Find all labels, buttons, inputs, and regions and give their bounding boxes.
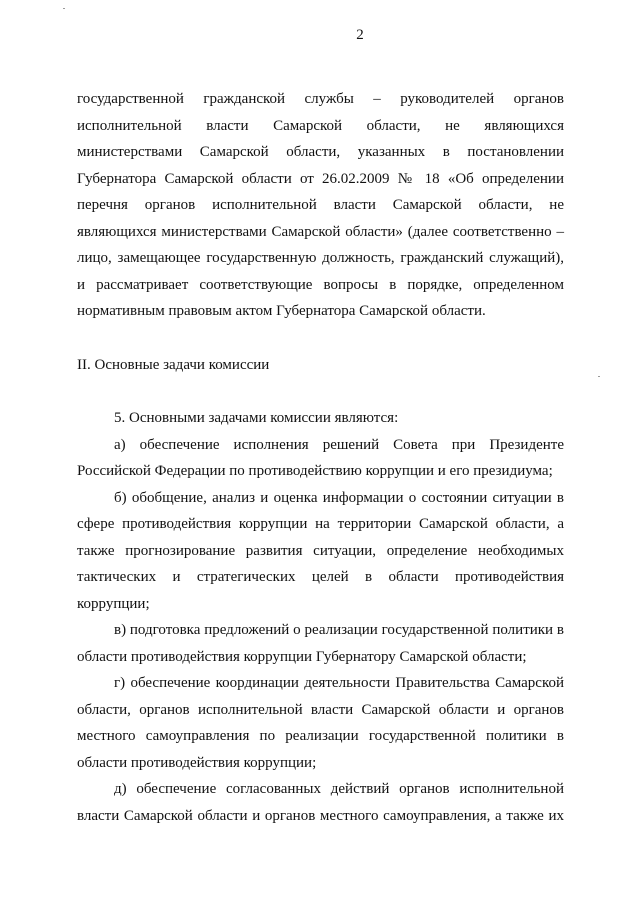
scan-speck	[598, 376, 600, 377]
paragraph-5d: д) обеспечение согласованных действий органов исполнительной власти Самарской области и органов местного самоуправления, а также их	[77, 781, 564, 824]
paragraph-intro: государственной гражданской службы – руководителей органов исполнительной власти Самарской области, не являющихся министерствами Самарской области, указанных в постановлении Губернатора Самарской области от 26.02.2009 № 18 «Об определении перечня органов исполнительной власти Самарской области, не являющихся министерствами Самарской области» (далее соответственно – лицо, замещающее государственную должность, гражданский служащий), и рассматривает соответствующие вопросы в порядке, определенном нормативным правовым актом Губернатора Самарской области.	[77, 91, 564, 319]
paragraph-5a: а) обеспечение исполнения решений Совета при Президенте Российской Федерации по противодействию коррупции и его президиума;	[77, 436, 564, 479]
section-heading: II. Основные задачи комиссии	[77, 356, 270, 373]
paragraph-5v: в) подготовка предложений о реализации государственной политики в области противодействия коррупции Губернатору Самарской области;	[77, 622, 564, 665]
page-number: 2	[356, 27, 364, 43]
document-body	[77, 86, 564, 829]
paragraph-5b: б) обобщение, анализ и оценка информации о состоянии ситуации в сфере противодействия коррупции на территории Самарской области, а также прогнозирование развития ситуации, определение необходимых тактических и стратегических целей в области противодействия коррупции;	[77, 489, 564, 612]
paragraph-5: 5. Основными задачами комиссии являются:	[114, 410, 399, 426]
scan-speck	[63, 8, 65, 9]
paragraph-5g: г) обеспечение координации деятельности Правительства Самарской области, органов исполнительной власти Самарской области и органов местного самоуправления по реализации государственной политики в области противодействия коррупции;	[77, 675, 564, 771]
